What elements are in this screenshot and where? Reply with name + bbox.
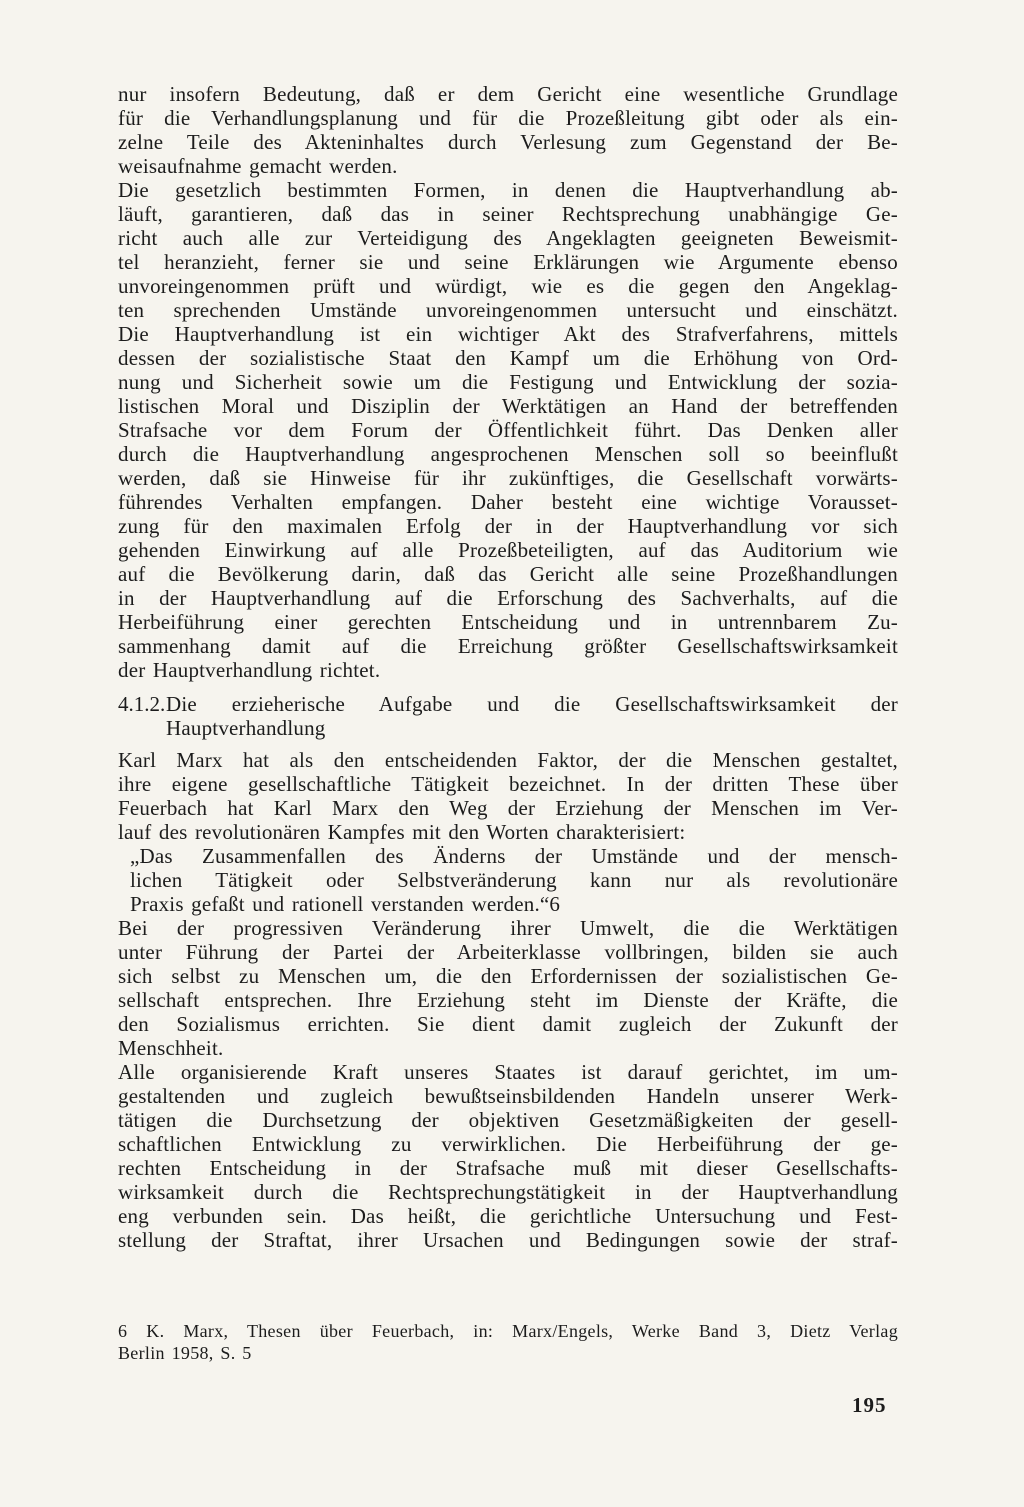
- quote-line: „Das Zusammenfallen des Änderns der Umstände und der mensch-: [130, 844, 898, 868]
- text-line: den Sozialismus errichten. Sie dient damit zugleich der Zukunft der: [118, 1012, 898, 1036]
- page-number: 195: [852, 1393, 887, 1417]
- text-line: Die gesetzlich bestimmten Formen, in denen die Hauptverhandlung ab-: [118, 178, 898, 202]
- footnote: [118, 1320, 898, 1364]
- footnote-line: Berlin 1958, S. 5: [118, 1343, 252, 1363]
- footnote-line: 6 K. Marx, Thesen über Feuerbach, in: Marx/Engels, Werke Band 3, Dietz Verlag: [118, 1321, 898, 1341]
- body-text: [118, 82, 898, 1252]
- text-line: ten sprechenden Umstände unvoreingenommen untersucht und einschätzt.: [118, 298, 898, 322]
- text-line: werden, daß sie Hinweise für ihr zukünftiges, die Gesellschaft vorwärts-: [118, 466, 898, 490]
- quote-line: Praxis gefaßt und rationell verstanden werden.“6: [130, 892, 561, 916]
- text-line: läuft, garantieren, daß das in seiner Rechtsprechung unabhängige Ge-: [118, 202, 898, 226]
- text-line: Feuerbach hat Karl Marx den Weg der Erziehung der Menschen im Ver-: [118, 796, 898, 820]
- block-quote: [118, 844, 898, 916]
- section-title-line: Hauptverhandlung: [166, 716, 326, 740]
- text-line: rechten Entscheidung in der Strafsache muß mit dieser Gesellschafts-: [118, 1156, 898, 1180]
- text-line: nur insofern Bedeutung, daß er dem Gericht eine wesentliche Grundlage: [118, 82, 898, 106]
- text-line: tätigen die Durchsetzung der objektiven Gesetzmäßigkeiten der gesell-: [118, 1108, 898, 1132]
- text-line: stellung der Straftat, ihrer Ursachen und Bedingungen sowie der straf-: [118, 1228, 898, 1252]
- section-number: 4.1.2.: [118, 692, 166, 716]
- text-line: zelne Teile des Akteninhaltes durch Verlesung zum Gegenstand der Be-: [118, 130, 898, 154]
- text-line: richt auch alle zur Verteidigung des Angeklagten geeigneten Beweismit-: [118, 226, 898, 250]
- text-line: Alle organisierende Kraft unseres Staates ist darauf gerichtet, im um-: [118, 1060, 898, 1084]
- text-line: Karl Marx hat als den entscheidenden Faktor, der die Menschen gestaltet,: [118, 748, 898, 772]
- text-line: Herbeiführung einer gerechten Entscheidung und in untrennbarem Zu-: [118, 610, 898, 634]
- paragraph-4: [118, 748, 898, 844]
- text-line: weisaufnahme gemacht werden.: [118, 154, 398, 178]
- section-title: [166, 692, 898, 740]
- text-line: durch die Hauptverhandlung angesprochenen Menschen soll so beeinflußt: [118, 442, 898, 466]
- spacer: [118, 740, 898, 748]
- paragraph-1: [118, 82, 898, 178]
- text-line: auf die Bevölkerung darin, daß das Gericht alle seine Prozeßhandlungen: [118, 562, 898, 586]
- text-line: Bei der progressiven Veränderung ihrer Umwelt, die die Werktätigen: [118, 916, 898, 940]
- section-title-line: Die erzieherische Aufgabe und die Gesellschaftswirksamkeit der: [166, 692, 898, 716]
- text-line: sammenhang damit auf die Erreichung größter Gesellschaftswirksamkeit: [118, 634, 898, 658]
- text-line: unvoreingenommen prüft und würdigt, wie es die gegen den Angeklag-: [118, 274, 898, 298]
- text-line: der Hauptverhandlung richtet.: [118, 658, 381, 682]
- text-line: dessen der sozialistische Staat den Kampf um die Erhöhung von Ord-: [118, 346, 898, 370]
- text-line: tel heranzieht, ferner sie und seine Erklärungen wie Argumente ebenso: [118, 250, 898, 274]
- text-line: Strafsache vor dem Forum der Öffentlichkeit führt. Das Denken aller: [118, 418, 898, 442]
- text-line: listischen Moral und Disziplin der Werktätigen an Hand der betreffenden: [118, 394, 898, 418]
- text-line: schaftlichen Entwicklung zu verwirklichen. Die Herbeiführung der ge-: [118, 1132, 898, 1156]
- text-line: wirksamkeit durch die Rechtsprechungstätigkeit in der Hauptverhandlung: [118, 1180, 898, 1204]
- text-line: eng verbunden sein. Das heißt, die gerichtliche Untersuchung und Fest-: [118, 1204, 898, 1228]
- text-line: für die Verhandlungsplanung und für die Prozeßleitung gibt oder als ein-: [118, 106, 898, 130]
- text-line: gestaltenden und zugleich bewußtseinsbildenden Handeln unserer Werk-: [118, 1084, 898, 1108]
- text-line: unter Führung der Partei der Arbeiterklasse vollbringen, bilden sie auch: [118, 940, 898, 964]
- text-line: ihre eigene gesellschaftliche Tätigkeit bezeichnet. In der dritten These über: [118, 772, 898, 796]
- text-line: Die Hauptverhandlung ist ein wichtiger Akt des Strafverfahrens, mittels: [118, 322, 898, 346]
- text-line: zung für den maximalen Erfolg der in der Hauptverhandlung vor sich: [118, 514, 898, 538]
- text-line: lauf des revolutionären Kampfes mit den Worten charakterisiert:: [118, 820, 686, 844]
- paragraph-6: [118, 1060, 898, 1252]
- paragraph-2: [118, 178, 898, 322]
- paragraph-3: [118, 322, 898, 682]
- text-line: gehenden Einwirkung auf alle Prozeßbeteiligten, auf das Auditorium wie: [118, 538, 898, 562]
- text-line: in der Hauptverhandlung auf die Erforschung des Sachverhalts, auf die: [118, 586, 898, 610]
- paragraph-5: [118, 916, 898, 1060]
- text-line: sich selbst zu Menschen um, die den Erfordernissen der sozialistischen Ge-: [118, 964, 898, 988]
- text-line: sellschaft entsprechen. Ihre Erziehung steht im Dienste der Kräfte, die: [118, 988, 898, 1012]
- text-line: nung und Sicherheit sowie um die Festigung und Entwicklung der sozia-: [118, 370, 898, 394]
- text-line: führendes Verhalten empfangen. Daher besteht eine wichtige Vorausset-: [118, 490, 898, 514]
- section-heading: [118, 692, 898, 740]
- quote-line: lichen Tätigkeit oder Selbstveränderung kann nur als revolutionäre: [130, 868, 898, 892]
- text-line: Menschheit.: [118, 1036, 224, 1060]
